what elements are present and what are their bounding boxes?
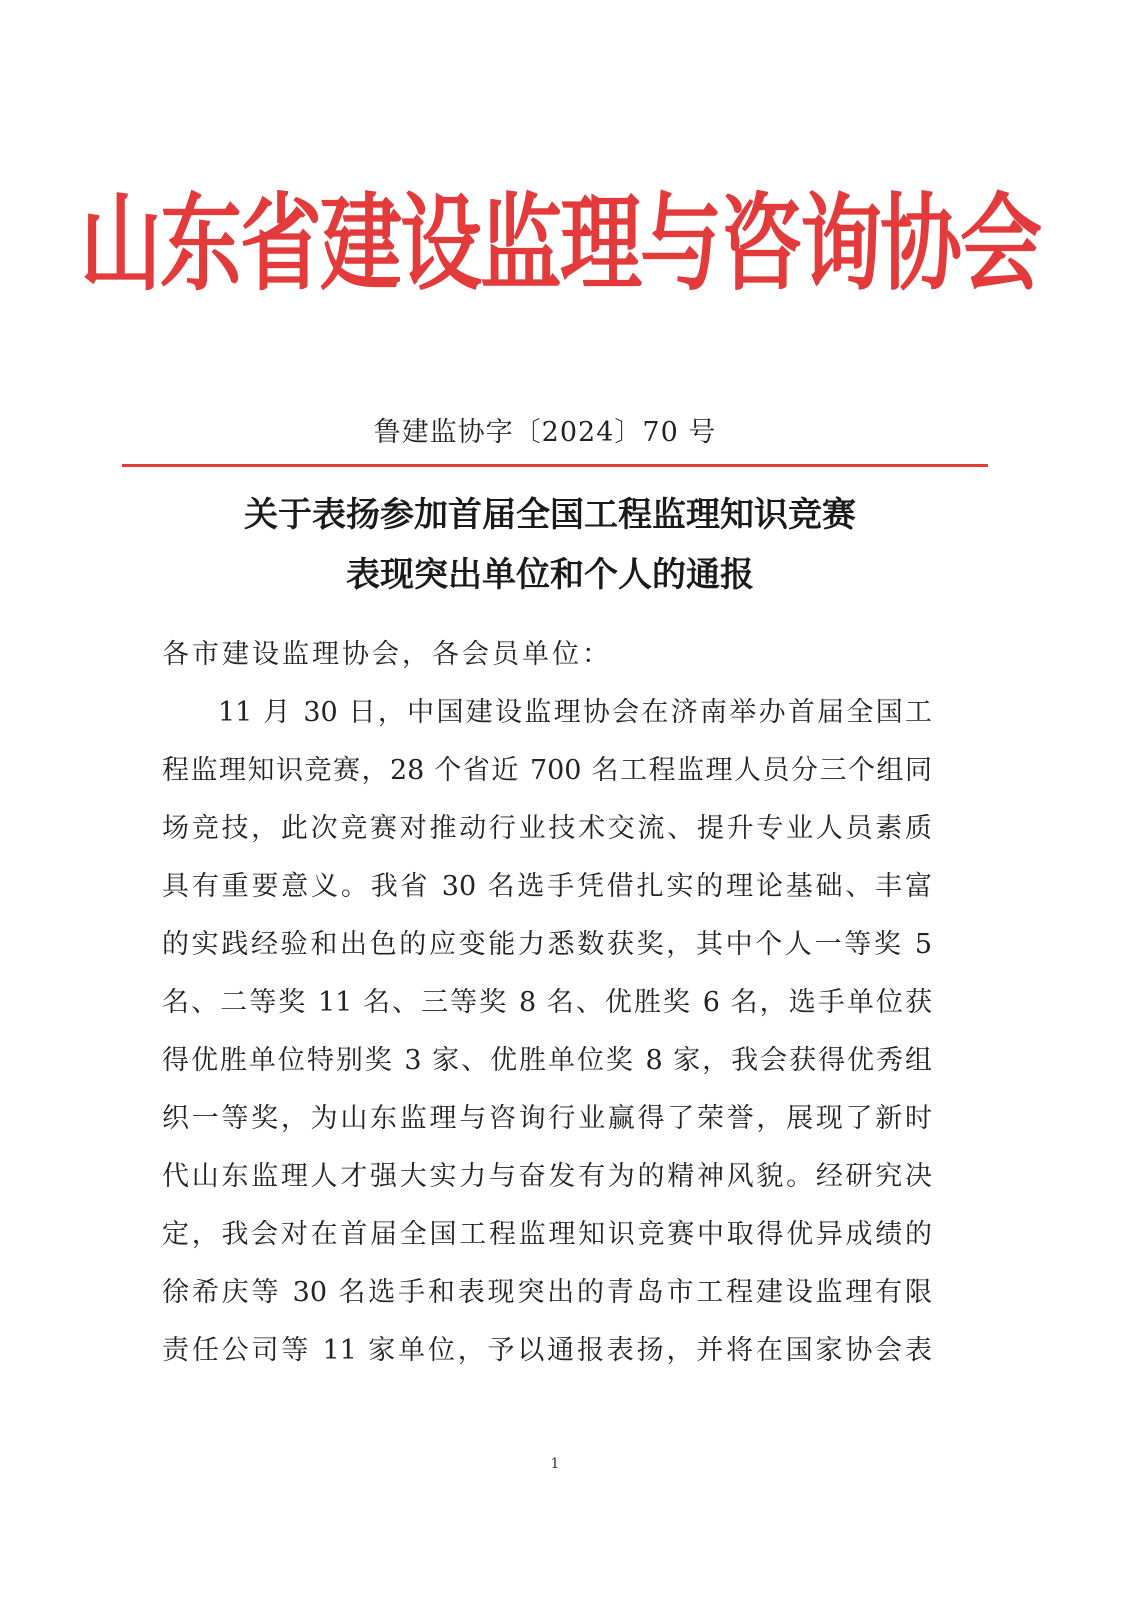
page-number: 1 xyxy=(550,1456,560,1472)
body-line: 名、二等奖 11 名、三等奖 8 名、优胜奖 6 名，选手单位获 xyxy=(162,987,932,1018)
body-line: 场竞技，此次竞赛对推动行业技术交流、提升专业人员素质 xyxy=(162,813,932,844)
body-line: 织一等奖，为山东监理与咨询行业赢得了荣誉，展现了新时 xyxy=(162,1103,932,1134)
body-line: 代山东监理人才强大实力与奋发有为的精神风貌。经研究决 xyxy=(162,1161,932,1192)
document-title-line-2: 表现突出单位和个人的通报 xyxy=(346,555,754,595)
body-line: 11 月 30 日，中国建设监理协会在济南举办首届全国工 xyxy=(218,697,932,728)
body-line: 定，我会对在首届全国工程监理知识竞赛中取得优异成绩的 xyxy=(162,1219,932,1250)
body-line: 得优胜单位特别奖 3 家、优胜单位奖 8 家，我会获得优秀组 xyxy=(162,1045,932,1076)
salutation: 各市建设监理协会，各会员单位： xyxy=(162,639,612,670)
document-number: 鲁建监协字〔2024〕70 号 xyxy=(373,417,717,448)
body-line: 责任公司等 11 家单位，予以通报表扬，并将在国家协会表 xyxy=(162,1335,932,1366)
body-line: 程监理知识竞赛，28 个省近 700 名工程监理人员分三个组同 xyxy=(162,755,932,786)
red-divider-line xyxy=(122,464,988,467)
body-line: 的实践经验和出色的应变能力悉数获奖，其中个人一等奖 5 xyxy=(162,929,932,960)
body-line: 具有重要意义。我省 30 名选手凭借扎实的理论基础、丰富 xyxy=(162,871,932,902)
document-title-line-1: 关于表扬参加首届全国工程监理知识竞赛 xyxy=(244,495,856,535)
body-line: 徐希庆等 30 名选手和表现突出的青岛市工程建设监理有限 xyxy=(162,1277,932,1308)
masthead-org-name: 山东省建设监理与咨询协会 xyxy=(80,183,1041,305)
